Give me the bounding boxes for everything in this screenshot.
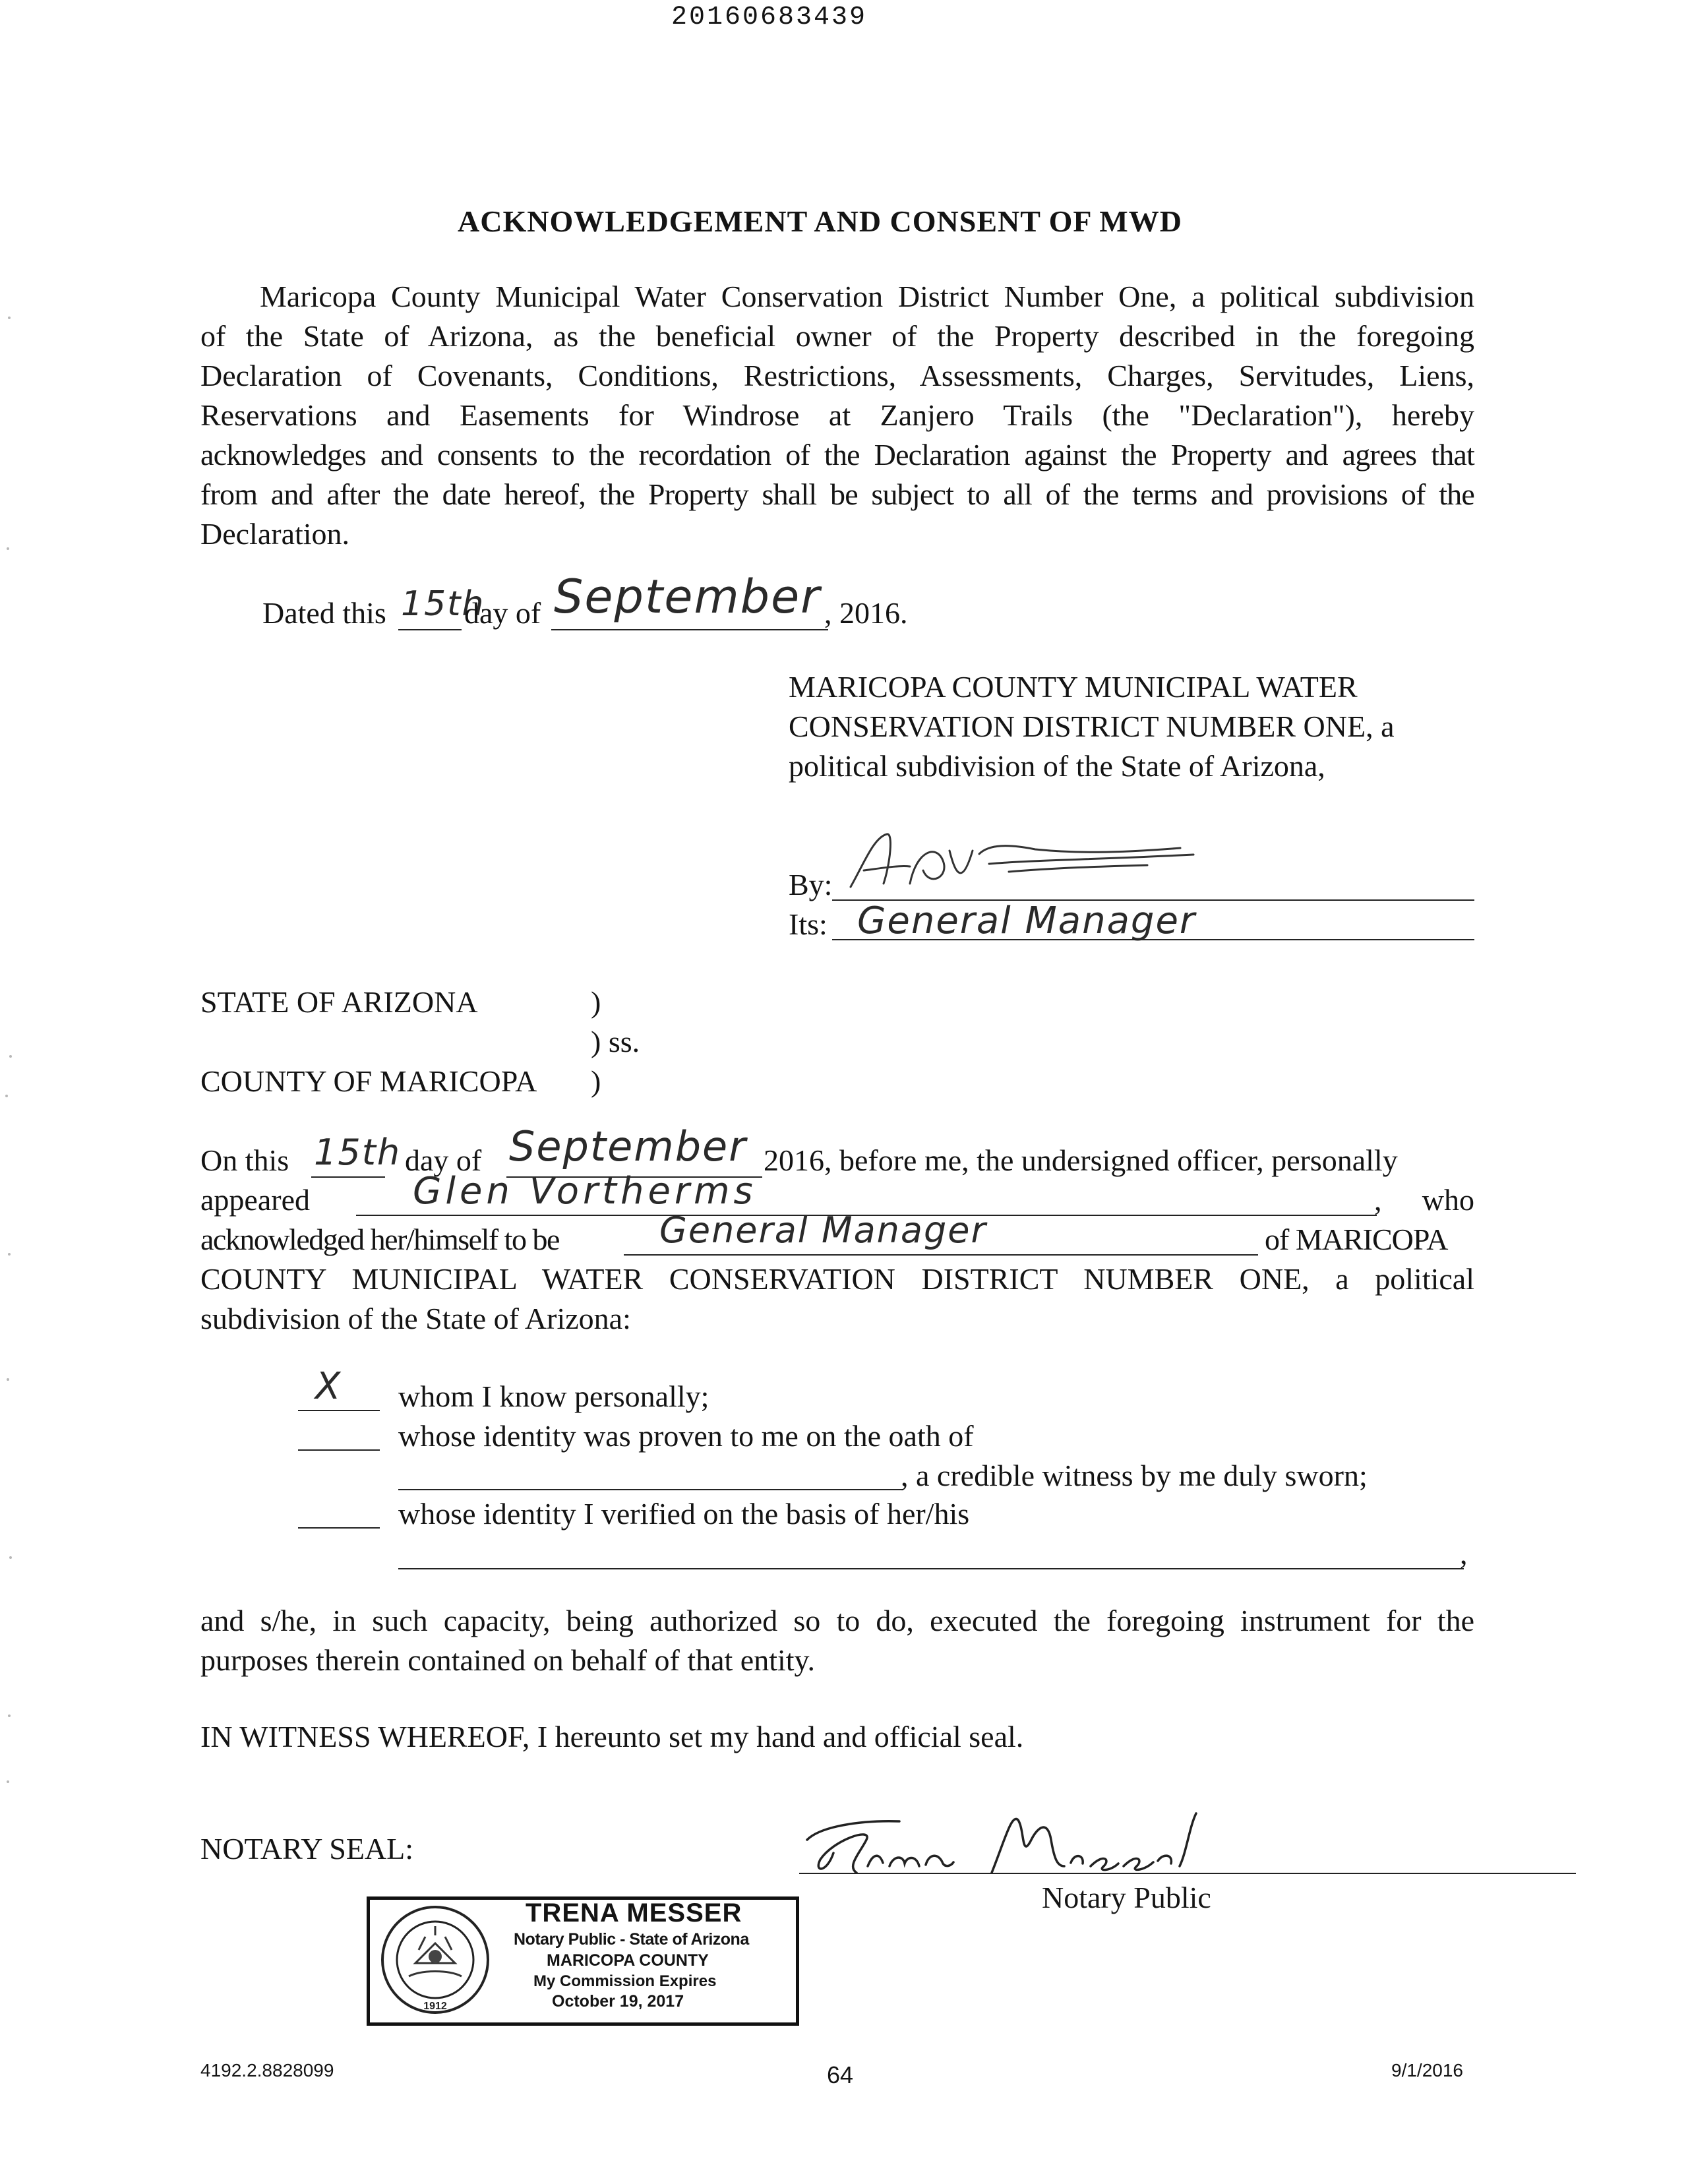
dated-month-handwritten: September xyxy=(554,570,821,624)
notary-stamp xyxy=(367,1896,799,2026)
dated-prefix: Dated this xyxy=(262,596,386,630)
dated-mid: day of xyxy=(464,596,541,630)
its-value-handwritten: General Manager xyxy=(857,899,1196,942)
np-month-handwritten: September xyxy=(509,1122,747,1170)
entity-line: CONSERVATION DISTRICT NUMBER ONE, a xyxy=(789,710,1395,743)
dated-day-line xyxy=(398,629,462,630)
footer-page-number: 64 xyxy=(827,2061,854,2088)
option-blank xyxy=(298,1410,380,1411)
np-ack-title-handwritten: General Manager xyxy=(659,1209,987,1251)
seal-line2: MARICOPA COUNTY xyxy=(547,1951,709,1970)
np-who: , who xyxy=(1374,1183,1474,1217)
venue-state: STATE OF ARIZONA xyxy=(200,985,478,1019)
option-text: whose identity was proven to me on the oath of xyxy=(398,1419,974,1453)
option-mark-x: X xyxy=(315,1365,342,1408)
seal-line4: October 19, 2017 xyxy=(552,1992,684,2011)
np-on-this: On this xyxy=(200,1143,289,1177)
dated-month-line xyxy=(551,629,828,630)
intro-line: Declaration of Covenants, Conditions, Restrictions, Assessments, Charges, Servitudes, Liens, xyxy=(200,359,1474,392)
its-label: Its: xyxy=(789,907,828,941)
option-text: whose identity I verified on the basis of her/his xyxy=(398,1497,970,1531)
intro-line: Declaration. xyxy=(200,517,350,551)
venue-paren: ) xyxy=(591,985,601,1019)
np-person-handwritten: Glen Vortherms xyxy=(413,1170,757,1213)
closing-line: purposes therein contained on behalf of that entity. xyxy=(200,1643,816,1677)
np-day-line xyxy=(311,1176,385,1178)
entity-line: political subdivision of the State of Arizona, xyxy=(789,749,1325,783)
its-line xyxy=(832,939,1474,940)
np-line4: COUNTY MUNICIPAL WATER CONSERVATION DISTRICT NUMBER ONE, a political xyxy=(200,1262,1474,1296)
np-appeared: appeared xyxy=(200,1183,310,1217)
venue-county-paren: ) xyxy=(591,1064,601,1098)
dated-year: , 2016. xyxy=(824,596,908,630)
np-of-entity: of MARICOPA xyxy=(1265,1223,1448,1256)
np-ack-title-line xyxy=(624,1254,1258,1256)
notary-signature-line xyxy=(799,1873,1576,1874)
option-blank xyxy=(298,1449,380,1451)
seal-line3: My Commission Expires xyxy=(533,1972,717,1990)
closing-line: and s/he, in such capacity, being authorized so to do, executed the foregoing instrument for the xyxy=(200,1604,1474,1637)
intro-line: Reservations and Easements for Windrose at Zanjero Trails (the "Declaration"), hereby xyxy=(200,398,1474,432)
manager-signature xyxy=(837,824,1207,897)
notary-public-label: Notary Public xyxy=(1042,1881,1211,1914)
option-witness-blank xyxy=(398,1489,903,1490)
option-continuation: , a credible witness by me duly sworn; xyxy=(901,1459,1368,1492)
venue-county: COUNTY OF MARICOPA xyxy=(200,1064,537,1098)
intro-line: of the State of Arizona, as the beneficial owner of the Property described in the foregoing xyxy=(200,319,1474,353)
np-rest1: 2016, before me, the undersigned officer, personally xyxy=(764,1143,1398,1177)
option-basis-blank xyxy=(398,1568,1464,1569)
witness-line: IN WITNESS WHEREOF, I hereunto set my hand and official seal. xyxy=(200,1720,1024,1753)
option-continuation: , xyxy=(1460,1536,1468,1570)
intro-line: Maricopa County Municipal Water Conservation District Number One, a political subdivision xyxy=(260,280,1474,313)
seal-line1: Notary Public - State of Arizona xyxy=(514,1930,749,1949)
by-label: By: xyxy=(789,868,833,901)
np-line5: subdivision of the State of Arizona: xyxy=(200,1302,631,1335)
seal-emblem-year: 1912 xyxy=(423,2001,447,2012)
venue-ss: ) ss. xyxy=(591,1025,640,1058)
intro-line: acknowledges and consents to the recordation of the Declaration against the Property and agrees that xyxy=(200,438,1474,471)
intro-line: from and after the date hereof, the Property shall be subject to all of the terms and provisions of the xyxy=(200,477,1474,511)
seal-name: TRENA MESSER xyxy=(526,1898,742,1927)
document-title: ACKNOWLEDGEMENT AND CONSENT OF MWD xyxy=(458,204,1182,238)
entity-line: MARICOPA COUNTY MUNICIPAL WATER xyxy=(789,670,1358,704)
footer-right: 9/1/2016 xyxy=(1391,2060,1463,2080)
option-text: whom I know personally; xyxy=(398,1380,709,1413)
document-number: 20160683439 xyxy=(671,3,868,32)
np-day-of: day of xyxy=(405,1143,482,1177)
arizona-seal-emblem xyxy=(379,1904,491,2016)
notary-seal-label: NOTARY SEAL: xyxy=(200,1832,414,1866)
np-day-handwritten: 15th xyxy=(314,1132,402,1173)
footer-left: 4192.2.8828099 xyxy=(200,2060,334,2080)
option-blank xyxy=(298,1527,380,1529)
dated-day-handwritten: 15th xyxy=(401,584,485,624)
np-ack-prefix: acknowledged her/himself to be xyxy=(200,1223,559,1256)
